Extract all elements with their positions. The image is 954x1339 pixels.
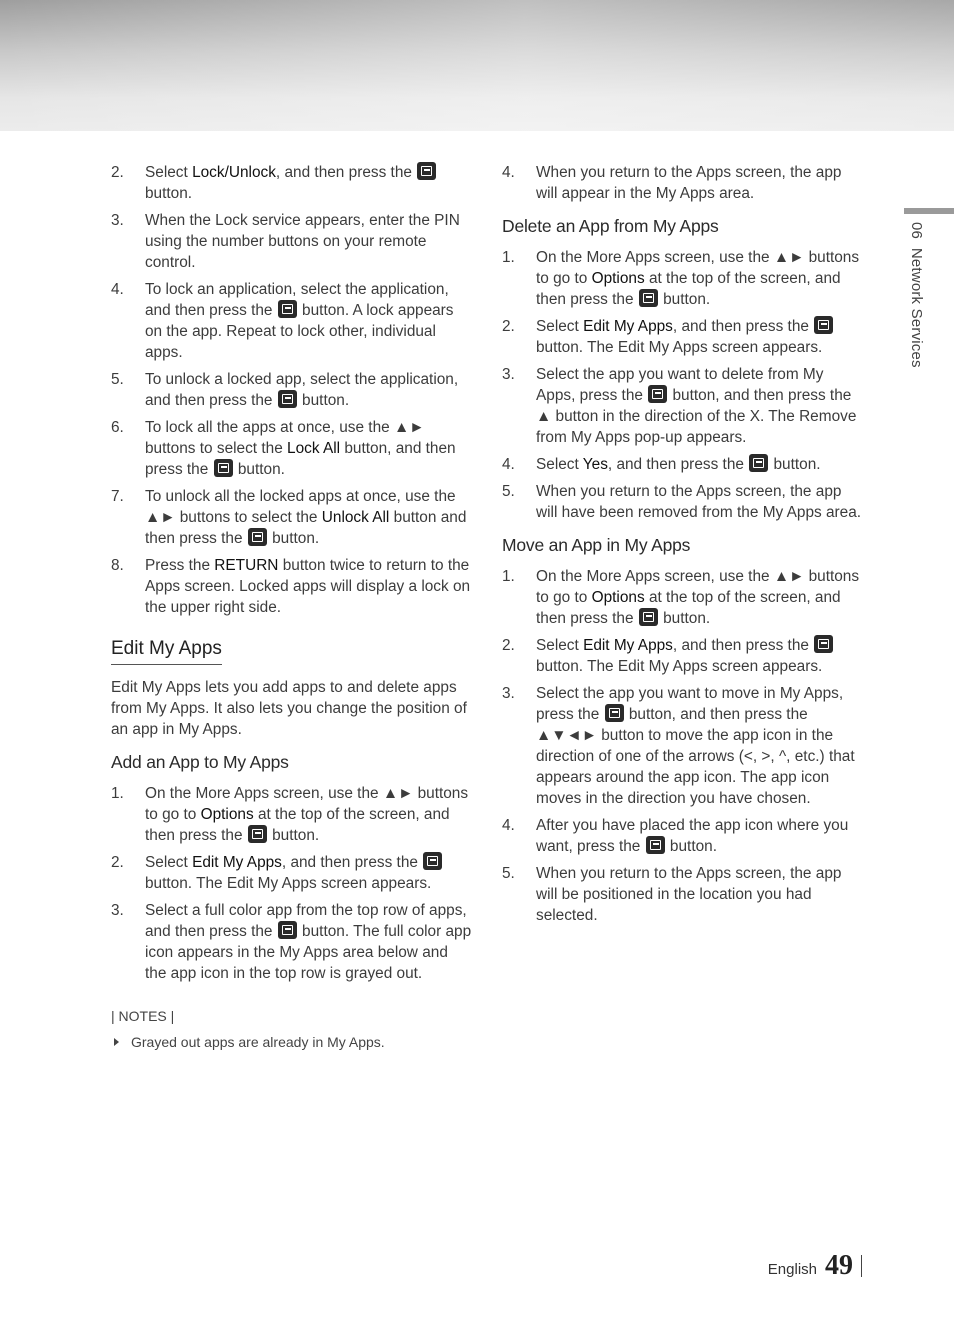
step-number: 2. — [502, 637, 515, 654]
ui-term: Yes — [582, 456, 608, 473]
step-text-part: button. The Edit My Apps screen appears. — [536, 658, 823, 675]
ui-term: Unlock All — [321, 509, 390, 526]
step-text — [536, 817, 848, 855]
enter-button-icon — [814, 316, 833, 334]
enter-button-icon — [648, 385, 667, 403]
step-item — [502, 481, 864, 523]
enter-button-icon — [248, 528, 267, 546]
step-number: 1. — [502, 568, 515, 585]
subheading-add-app: Add an App to My Apps — [111, 752, 289, 772]
step-text — [536, 637, 834, 675]
enter-button-icon — [639, 289, 658, 307]
step-number: 5. — [502, 483, 515, 500]
step-text-part: button. — [233, 461, 285, 478]
header-banner — [0, 0, 954, 131]
page-footer — [768, 1250, 862, 1282]
enter-button-icon — [814, 635, 833, 653]
step-text-part: , and then press the — [607, 456, 749, 473]
enter-button-icon — [278, 921, 297, 939]
step-text-part: button. — [267, 530, 320, 547]
step-text-part: , and then press the — [672, 637, 814, 654]
lock-steps-list — [111, 162, 473, 618]
step-number: 3. — [111, 902, 124, 919]
step-text — [536, 568, 859, 627]
step-number: 4. — [111, 281, 124, 298]
step-text-part: Select — [145, 164, 193, 181]
enter-button-icon — [278, 300, 297, 318]
step-text-part: at the top of the screen, and then press the — [145, 806, 450, 844]
ui-term: Lock/Unlock — [192, 164, 276, 181]
step-text-part: To lock an application, select the application, and then press the — [145, 281, 449, 319]
step-text-part: at the top of the screen, and then press the — [536, 270, 841, 308]
step-number: 2. — [502, 318, 515, 335]
step-text-part: After you have placed the app icon where you want, press the — [536, 817, 849, 855]
step-item — [111, 783, 473, 846]
step-text — [536, 318, 834, 356]
enter-button-icon — [639, 608, 658, 626]
ui-term: Edit My Apps — [583, 318, 673, 335]
enter-button-icon — [646, 836, 665, 854]
step-text-part: On the More Apps screen, use the ▲► buttons to go to — [536, 249, 860, 287]
step-text — [145, 164, 437, 202]
step-text-part: button, and then press the ▲ button in the direction of the X. The Remove from My Apps pop-up appears. — [536, 387, 857, 446]
subheading-delete-app: Delete an App from My Apps — [502, 216, 719, 236]
ui-term: Options — [591, 270, 645, 287]
step-text — [536, 366, 856, 446]
step-text — [145, 371, 458, 409]
step-text-part: button. — [145, 185, 193, 202]
step-text-part: To unlock all the locked apps at once, use the ▲► buttons to select the — [145, 488, 456, 526]
step-text-part: Select a full color app from the top row of apps, and then press the — [145, 902, 467, 940]
move-app-steps-list — [502, 566, 864, 926]
footer-language: English — [767, 1261, 817, 1278]
step-text-part: , and then press the — [281, 854, 423, 871]
step-item — [502, 454, 864, 475]
enter-button-icon — [749, 454, 768, 472]
left-column — [111, 162, 473, 1050]
step-text-part: button. — [769, 456, 821, 473]
step-text-part: button and then press the — [145, 509, 467, 547]
step-number: 3. — [502, 685, 515, 702]
step-item — [111, 279, 473, 363]
step-text: When you return to the Apps screen, the app will be positioned in the location you had selected. — [536, 865, 842, 924]
step-text-part: button. — [665, 838, 717, 855]
step-text-part: Select the app you want to move in My Apps, press the — [536, 685, 844, 723]
step-item — [111, 417, 473, 480]
step-number: 7. — [111, 488, 124, 505]
step-text — [145, 785, 468, 844]
step-number: 4. — [502, 456, 515, 473]
step-text — [145, 902, 471, 982]
step-text: When you return to the Apps screen, the app will have been removed from the My Apps area. — [536, 483, 862, 521]
ui-term: Lock All — [287, 440, 341, 457]
step-text-part: button. — [297, 392, 350, 409]
ui-term: Options — [591, 589, 645, 606]
step-item — [111, 486, 473, 549]
page-number: 49 — [825, 1250, 853, 1281]
step-text-part: button. — [658, 291, 711, 308]
section-title-edit-my-apps: Edit My Apps — [111, 638, 222, 665]
step-text-part: On the More Apps screen, use the ▲► buttons to go to — [536, 568, 860, 606]
step-text — [145, 488, 466, 547]
step-item — [502, 635, 864, 677]
right-column — [502, 162, 864, 932]
step-text-part: button. The full color app icon appears in the My Apps area below and the app icon in the top row is grayed out. — [145, 923, 472, 982]
step-number: 5. — [502, 865, 515, 882]
ui-term: RETURN — [214, 557, 279, 574]
step-item — [502, 566, 864, 629]
ui-term: Options — [200, 806, 254, 823]
return-step-list — [502, 162, 864, 204]
enter-button-icon — [248, 825, 267, 843]
step-number: 4. — [502, 164, 515, 181]
step-item — [502, 863, 864, 926]
step-text-part: button. — [658, 610, 711, 627]
step-item — [111, 369, 473, 411]
step-text-part: On the More Apps screen, use the ▲► buttons to go to — [145, 785, 469, 823]
enter-button-icon — [214, 459, 233, 477]
note-item — [111, 1034, 473, 1050]
step-text-part: button, and then press the — [145, 440, 456, 478]
step-number: 2. — [111, 854, 124, 871]
note-text: Grayed out apps are already in My Apps. — [131, 1034, 385, 1050]
step-text: When you return to the Apps screen, the app will appear in the My Apps area. — [536, 164, 842, 202]
step-item — [111, 162, 473, 204]
add-app-steps-list — [111, 783, 473, 984]
chapter-tab-marker — [904, 208, 954, 214]
step-text-part: To lock all the apps at once, use the ▲► buttons to select the — [145, 419, 425, 457]
ui-term: Edit My Apps — [583, 637, 673, 654]
step-number: 5. — [111, 371, 124, 388]
step-number: 4. — [502, 817, 515, 834]
delete-app-steps-list — [502, 247, 864, 523]
enter-button-icon — [605, 704, 624, 722]
step-item — [111, 210, 473, 273]
step-text-part: To unlock a locked app, select the application, and then press the — [145, 371, 459, 409]
step-text — [145, 557, 470, 616]
step-text-part: button. The Edit My Apps screen appears. — [536, 339, 823, 356]
step-number: 1. — [502, 249, 515, 266]
step-item — [111, 852, 473, 894]
step-number: 6. — [111, 419, 124, 436]
ui-term: Edit My Apps — [192, 854, 282, 871]
step-text-part: , and then press the — [275, 164, 417, 181]
step-text — [145, 281, 454, 361]
step-text-part: Select — [536, 456, 583, 473]
step-text-part: , and then press the — [672, 318, 814, 335]
step-text-part: button. The Edit My Apps screen appears. — [145, 875, 432, 892]
step-text-part: Press the — [145, 557, 215, 574]
chapter-title: Network Services — [908, 247, 925, 368]
step-text-part: button twice to return to the Apps screen. Locked apps will display a lock on the upper right side. — [145, 557, 471, 616]
enter-button-icon — [278, 390, 297, 408]
step-item — [502, 364, 864, 448]
notes-heading: | NOTES | — [111, 1008, 175, 1024]
footer-divider — [861, 1255, 862, 1277]
step-text-part: at the top of the screen, and then press the — [536, 589, 841, 627]
step-text-part: button, and then press the ▲▼◄► button to move the app icon in the direction of one of the arrows (<, >, ^, etc.) that appears around the app icon. The app icon moves in the direction you have chosen. — [536, 706, 855, 807]
step-item — [502, 162, 864, 204]
step-item — [111, 555, 473, 618]
bullet-triangle-icon — [114, 1038, 119, 1046]
chapter-number: 06 — [908, 222, 925, 240]
subheading-move-app: Move an App in My Apps — [502, 535, 691, 555]
step-text — [145, 419, 456, 478]
step-text-part: button. A lock appears on the app. Repeat to lock other, individual apps. — [145, 302, 454, 361]
step-text — [536, 685, 855, 807]
step-text-part: Select the app you want to delete from My Apps, press the — [536, 366, 824, 404]
step-item — [502, 683, 864, 809]
enter-button-icon — [417, 162, 436, 180]
step-text-part: button. — [267, 827, 320, 844]
step-number: 3. — [111, 212, 124, 229]
step-text-part: Select — [145, 854, 193, 871]
step-text — [536, 456, 821, 473]
step-text — [145, 854, 443, 892]
step-text: When the Lock service appears, enter the PIN using the number buttons on your remote control. — [145, 212, 460, 271]
step-item — [502, 815, 864, 857]
step-item — [502, 247, 864, 310]
chapter-side-label — [908, 222, 925, 368]
step-item — [111, 900, 473, 984]
step-number: 2. — [111, 164, 124, 181]
step-number: 3. — [502, 366, 515, 383]
step-item — [502, 316, 864, 358]
step-number: 8. — [111, 557, 124, 574]
step-text-part: Select — [536, 318, 584, 335]
step-text-part: Select — [536, 637, 584, 654]
step-text — [536, 249, 859, 308]
edit-my-apps-intro: Edit My Apps lets you add apps to and delete apps from My Apps. It also lets you change the position of an app in My Apps. — [111, 679, 467, 738]
enter-button-icon — [423, 852, 442, 870]
step-number: 1. — [111, 785, 124, 802]
